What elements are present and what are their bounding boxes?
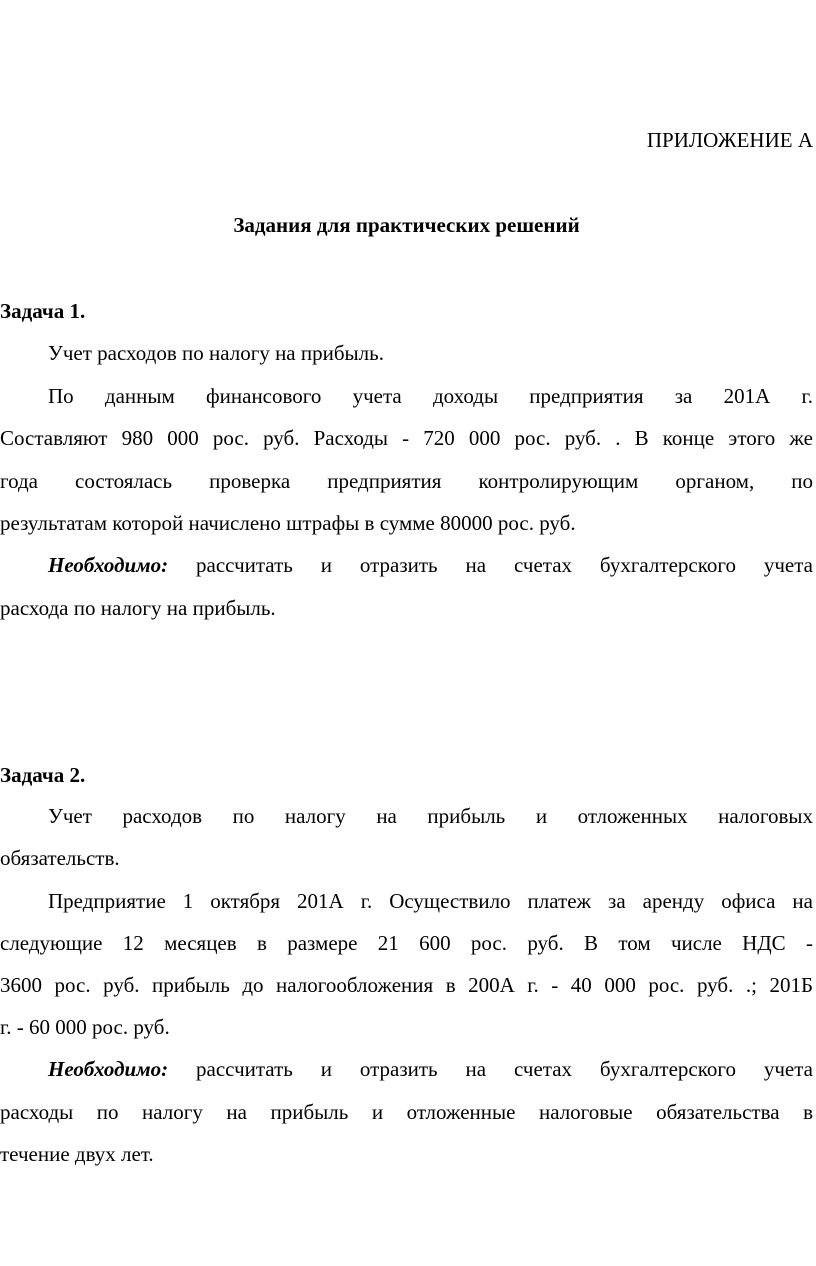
page-title: Задания для практических решений (233, 213, 580, 237)
task2-required-line (48, 1054, 813, 1084)
task1-body-line: года состоялась проверка предприятия контролирующим органом, по (0, 469, 813, 493)
task2-topic-line: обязательств. (0, 846, 120, 870)
task1-required-line (48, 550, 813, 580)
task1-body-line: По данным финансового учета доходы предприятия за 201А г. (48, 384, 813, 408)
task1-required-label: Необходимо: (48, 553, 169, 577)
task1-body-line: результатам которой начислено штрафы в сумме 80000 рос. руб. (0, 511, 576, 535)
appendix-title: ПРИЛОЖЕНИЕ А (646, 128, 813, 152)
task1-required-text: рассчитать и отразить на счетах бухгалтерского учета (168, 553, 813, 577)
task2-topic-line: Учет расходов по налогу на прибыль и отложенных налоговых (48, 804, 813, 828)
task2-body-line: г. - 60 000 рос. руб. (0, 1015, 170, 1039)
task2-required-label: Необходимо: (48, 1057, 169, 1081)
task1-heading: Задача 1. (0, 299, 86, 323)
task1-topic: Учет расходов по налогу на прибыль. (48, 341, 384, 365)
task2-body-line: Предприятие 1 октября 201А г. Осуществило платеж за аренду офиса на (48, 889, 813, 913)
task1-required-cont: расхода по налогу на прибыль. (0, 596, 276, 620)
task2-required-line: течение двух лет. (0, 1142, 154, 1166)
task2-required-text: рассчитать и отразить на счетах бухгалтерского учета (168, 1057, 813, 1081)
task1-body-line: Составляют 980 000 рос. руб. Расходы - 720 000 рос. руб. . В конце этого же (0, 426, 813, 450)
task2-body-line: следующие 12 месяцев в размере 21 600 рос. руб. В том числе НДС - (0, 931, 813, 955)
task2-required-line: расходы по налогу на прибыль и отложенные налоговые обязательства в (0, 1100, 813, 1124)
task2-body-line: 3600 рос. руб. прибыль до налогообложения в 200А г. - 40 000 рос. руб. .; 201Б (0, 973, 813, 997)
task2-heading: Задача 2. (0, 763, 86, 787)
